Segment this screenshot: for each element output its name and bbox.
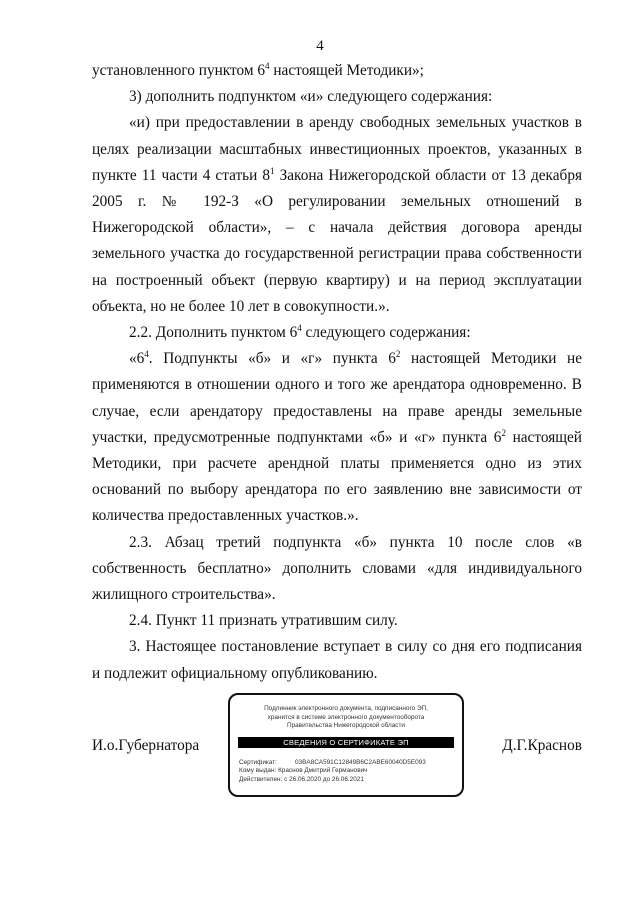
stamp-validity-label: Действителен:: [239, 775, 283, 783]
page-number: 4: [316, 38, 324, 54]
stamp-validity-row: [239, 776, 454, 784]
stamp-certificate-value: 03BA8CA591C12849B6C2ABE60040D5E093: [295, 759, 426, 766]
electronic-signature-stamp: [228, 693, 464, 797]
stamp-issued-to-row: [239, 767, 454, 775]
paragraph-continuation: установленного пунктом $6^4$ настоящей Методики»;: [92, 61, 424, 79]
stamp-notice-line: хранится в системе электронного документооборота: [267, 713, 425, 721]
paragraph-item-3: 3) дополнить подпунктом «и» следующего содержания:: [129, 88, 493, 106]
paragraph-item-2-2: 2.2. Дополнить пунктом $6^4$ следующего содержания:: [129, 323, 471, 342]
paragraph-point-6-4: «$6^4$. Подпункты «б» и «г» пункта $6^2$ настоящей Методики не применяются в отношении одного и того же арендатора одновременно. В случае, если арендатору предоставлены на праве аренды земельные участки, предусмотренные подпунктами «б» и «г» пункта $6^2$ настоящей Методики, при расчете арендной платы применяется одно из этих оснований по выбору арендатора по его заявлению вне зависимости от количества предоставленных участков.».: [92, 349, 583, 525]
signatory-name: Д.Г.Краснов: [502, 737, 582, 754]
stamp-details: [239, 759, 454, 784]
stamp-validity-value: с 26.06.2020 до 26.06.2021: [284, 775, 364, 783]
stamp-issued-to-label: Кому выдан:: [239, 767, 277, 775]
paragraph-item-2-4: 2.4. Пункт 11 признать утратившим силу.: [129, 612, 398, 630]
paragraph-item-2-3: 2.3. Абзац третий подпункта «б» пункта 10 после слов «в собственность бесплатно» дополнить словами «для индивидуального жилищного строительства».: [92, 533, 582, 604]
stamp-notice-line: Правительства Нижегородской области: [286, 722, 406, 730]
stamp-notice: [238, 705, 454, 731]
stamp-notice-line: Подлинник электронного документа, подписанного ЭП,: [264, 705, 428, 712]
paragraph-subitem-i: «и) при предоставлении в аренду свободных земельных участков в целях реализации масштабных инвестиционных проектов, указанных в пункте 11 части 4 статьи $8^1$ Закона Нижегородской области от 13 декабря 2005 г. № 192-З «О регулировании земельных отношений в Нижегородской области», – с начала действия договора аренды земельного участка до государственной регистрации права собственности на построенный объект (первую квартиру) и на период эксплуатации объекта, но не более 10 лет в совокупности.».: [92, 114, 583, 315]
stamp-certificate-label: Сертификат:: [239, 759, 277, 766]
signatory-position: И.о.Губернатора: [92, 737, 200, 754]
stamp-title-bar: СВЕДЕНИЯ О СЕРТИФИКАТЕ ЭП: [238, 737, 454, 748]
stamp-issued-to-value: Краснов Дмитрий Германович: [278, 767, 368, 775]
document-body: [92, 58, 582, 687]
paragraph-item-3-final: 3. Настоящее постановление вступает в силу со дня его подписания и подлежит официальному опубликованию.: [92, 638, 582, 682]
